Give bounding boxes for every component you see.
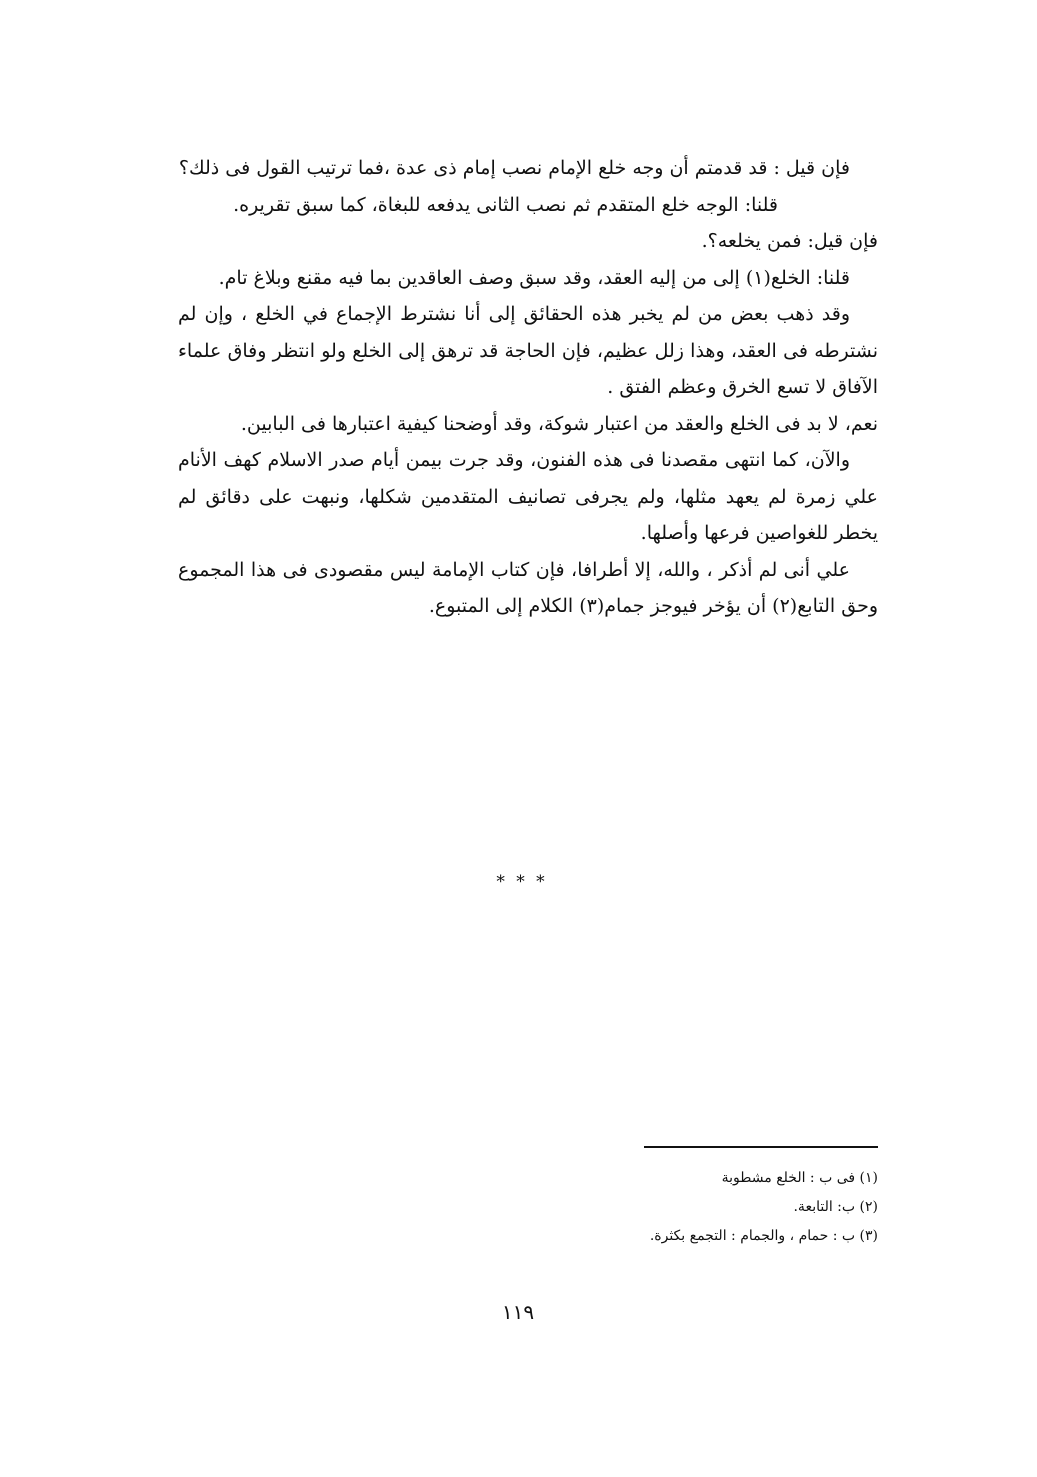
paragraph-answer-2: قلنا: الخلع(١) إلى من إليه العقد، وقد سبق وصف العاقدين بما فيه مقنع وبلاغ تام. — [218, 266, 850, 289]
paragraph-answer-1: قلنا: الوجه خلع المتقدم ثم نصب الثانى يدفعه للبغاة، كما سبق تقريره. — [233, 193, 778, 216]
paragraph-question-1: فإن قيل : قد قدمتم أن وجه خلع الإمام نصب إمام ذى عدة ،فما ترتيب القول فى ذلك؟ — [178, 157, 850, 179]
page-number: ١١٩ — [501, 1300, 535, 1324]
paragraph-shawka: نعم، لا بد فى الخلع والعقد من اعتبار شوكة، وقد أوضحنا كيفية اعتبارها فى البابين. — [240, 412, 878, 435]
section-separator: * * * — [496, 872, 548, 892]
footnote-divider — [644, 1146, 878, 1148]
footnote-2: (٢) ب: التابعة. — [793, 1199, 878, 1215]
main-text — [178, 150, 878, 625]
paragraph-closing: علي أنى لم أذكر ، والله، إلا أطرافا، فإن كتاب الإمامة ليس مقصودى فى هذا المجموع وحق التابع(٢) أن يؤخر فيوجز جمام(٣) الكلام إلى المتبوع. — [178, 558, 878, 617]
paragraph-consensus: وقد ذهب بعض من لم يخبر هذه الحقائق إلى أنا نشترط الإجماع في الخلع ، وإن لم نشترطه فى العقد، وهذا زلل عظيم، فإن الحاجة قد ترهق إلى الخلع ولو انتظر وفاق علماء الآفاق لا تسع الخرق وعظم الفتق . — [178, 303, 878, 398]
paragraph-conclusion: والآن، كما انتهى مقصدنا فى هذه الفنون، وقد جرت بيمن أيام صدر الاسلام كهف الأنام علي زمرة لم يعهد مثلها، ولم يجرفى تصانيف المتقدمين شكلها، ونبهت على دقائق لم يخطر للغواصين فرعها وأصلها. — [178, 449, 878, 544]
footnote-1: (١) فى ب : الخلع مشطوبة — [721, 1170, 878, 1186]
paragraph-question-2: فإن قيل: فمن يخلعه؟. — [701, 230, 878, 252]
footnotes — [540, 1164, 878, 1251]
footnote-3: (٣) ب : حمام ، والجمام : التجمع بكثرة. — [649, 1228, 878, 1244]
